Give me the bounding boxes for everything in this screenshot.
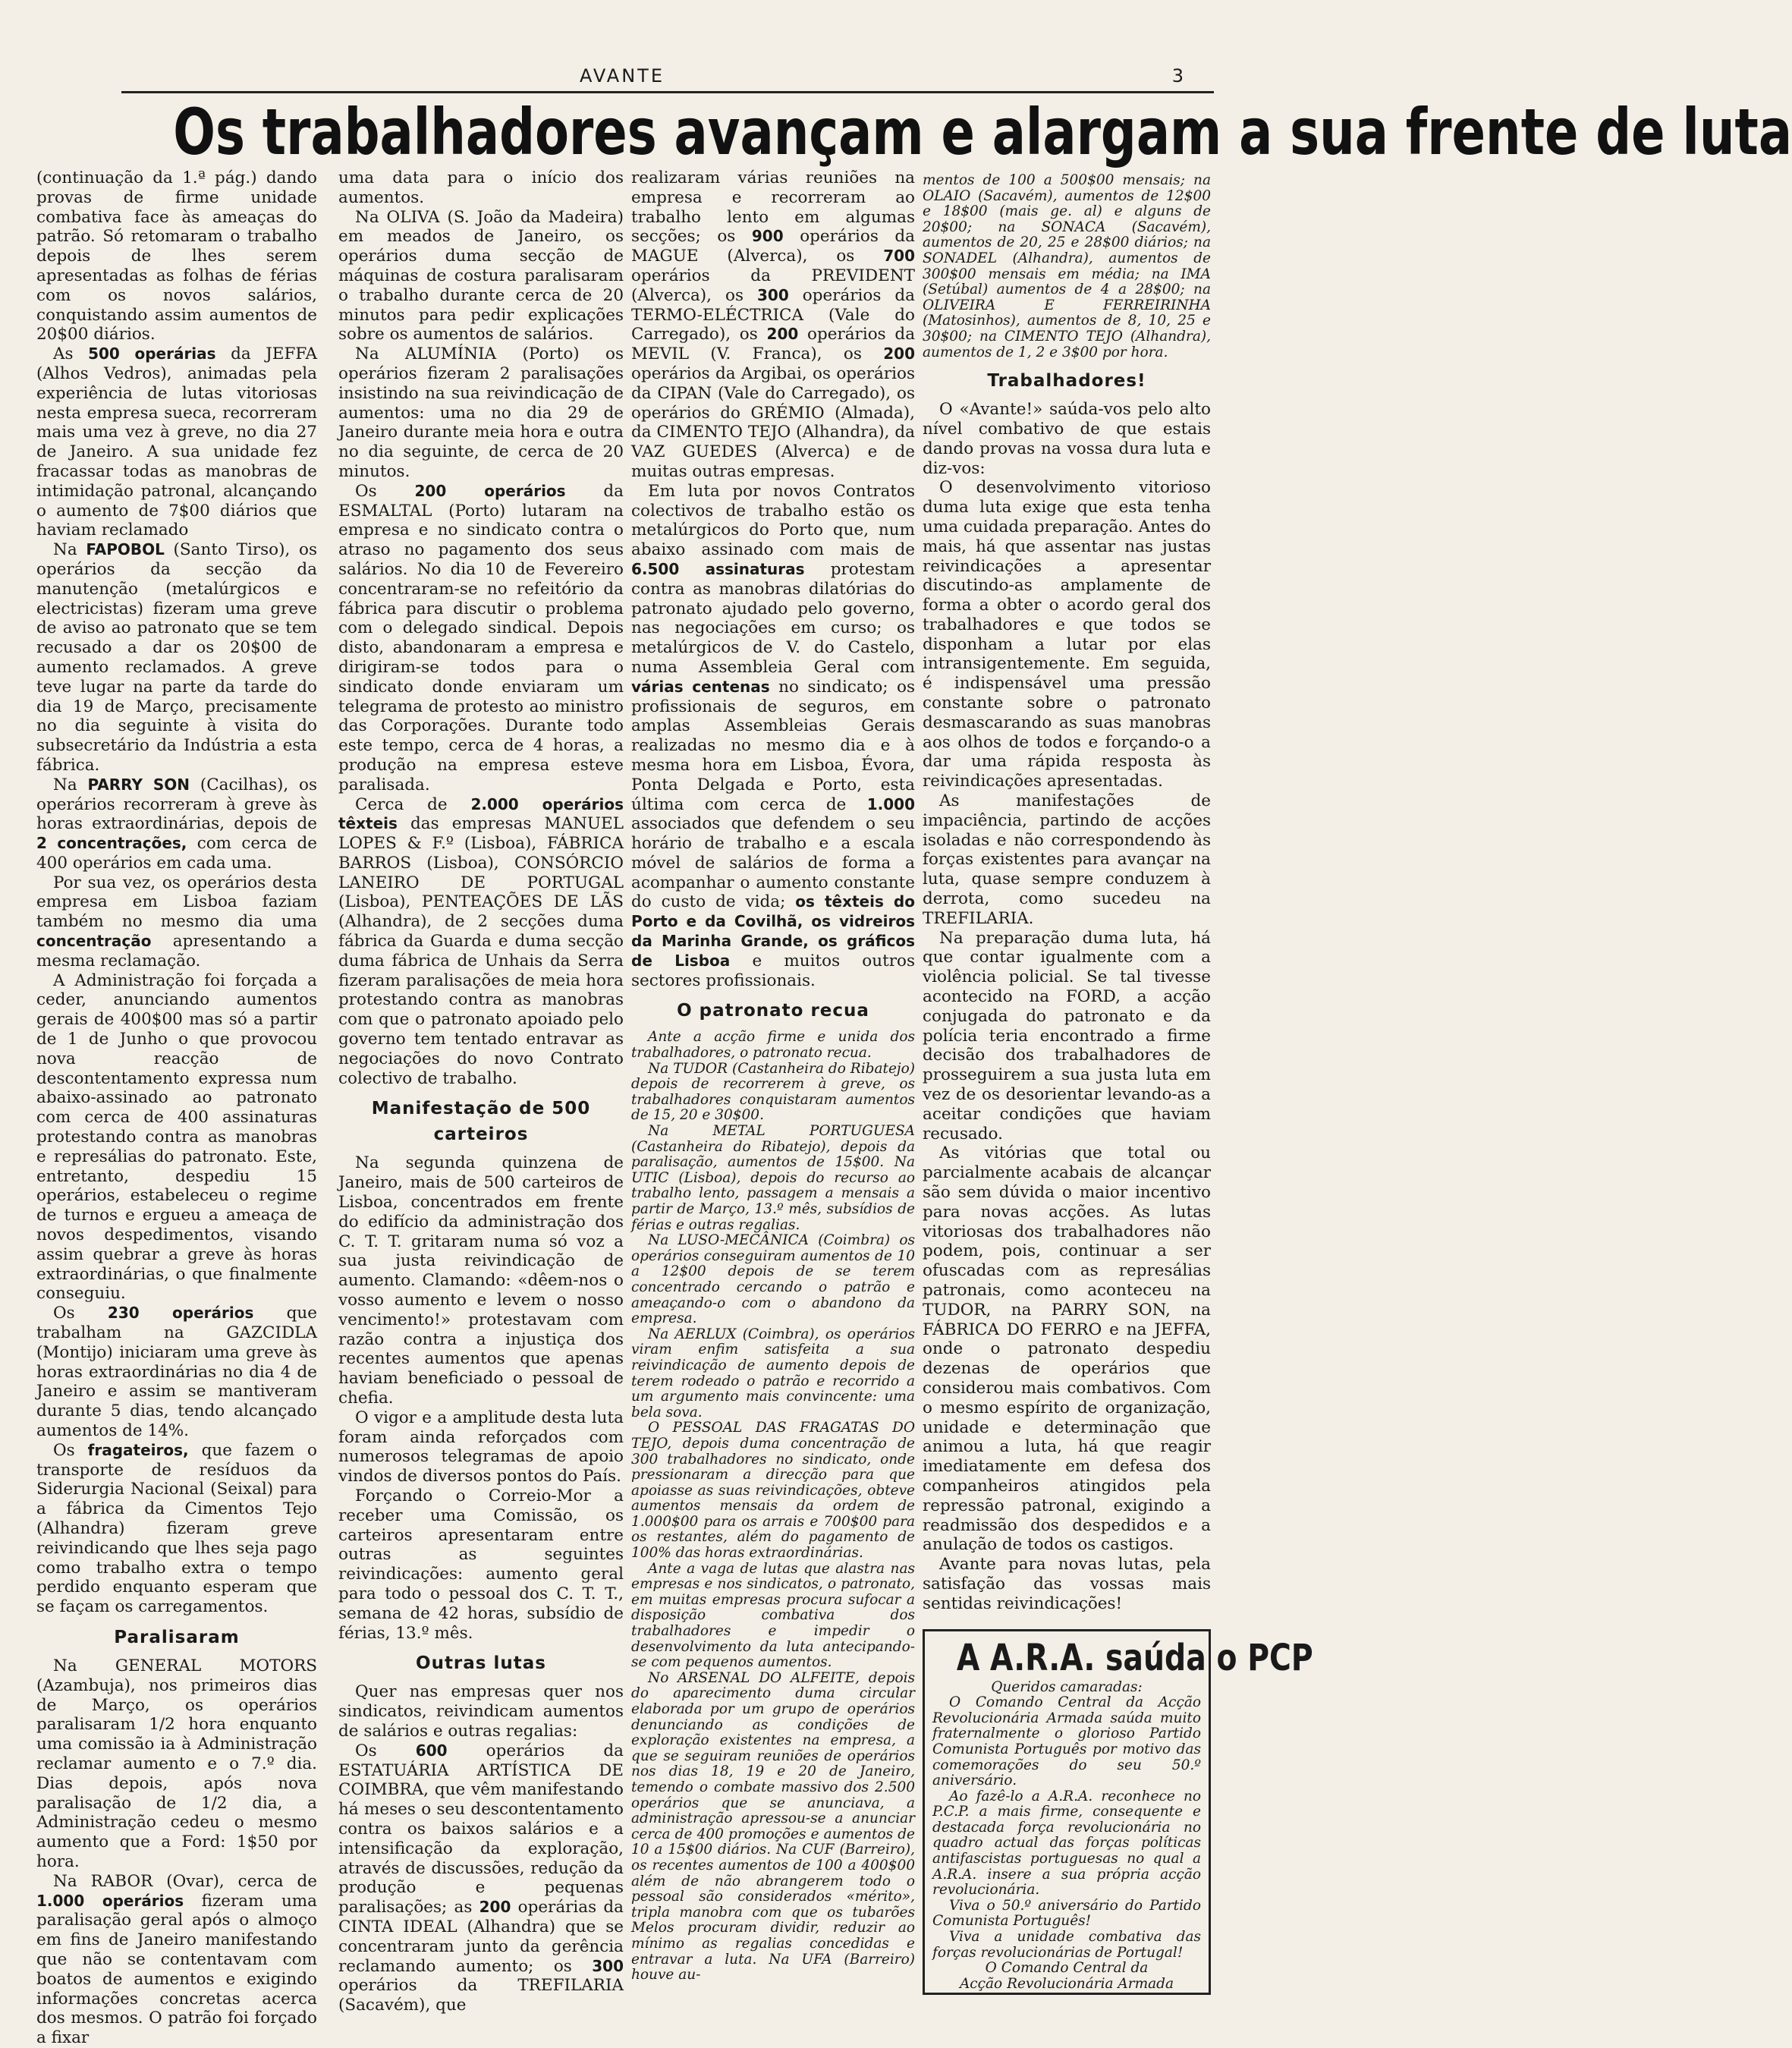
- paragraph: Por sua vez, os operários desta empresa em Lisboa faziam também no mesmo dia uma concentração apresentando a mesma reclamação.: [36, 873, 317, 971]
- box-signature: O Comando Central da: [985, 1960, 1149, 1977]
- page-header: [30, 65, 1214, 96]
- paragraph: Ao fazê-lo a A.R.A. reconhece no P.C.P. a mais firme, consequente e destacada força revolucionária no quadro actual das forças políticas antifascistas portuguesas no qual a A.R.A. insere a sua própria acção revolucionária.: [932, 1788, 1201, 1899]
- paragraph: Na GENERAL MOTORS (Azambuja), nos primeiros dias de Março, os operários paralisaram 1/2 hora enquanto uma comissão ia à Administração reclamar aumento e o 7.º dia. Dias depois, após nova paralisação de 1/2 dia, a Administração cedeu o mesmo aumento que a Ford: 1$50 por hora.: [36, 1656, 317, 1871]
- header-rule: [121, 91, 1214, 93]
- article-column-1: [36, 168, 318, 2048]
- paragraph: O Comando Central da Acção Revolucionária Armada saúda muito fraternalmente o glorioso Partido Comunista Português por motivo das comemorações do seu 50.º aniversário.: [932, 1694, 1201, 1789]
- paragraph: Na ALUMÍNIA (Porto) os operários fizeram 2 paralisações insistindo na sua reivindicação de aumentos: uma no dia 29 de Janeiro durante meia hora e outra no dia seguinte, de cerca de 20 minutos.: [338, 344, 624, 481]
- paragraph: Na FAPOBOL (Santo Tirso), os operários da secção da manutenção (metalúrgicos e electricistas) fizeram uma greve de aviso ao patronato que se tem recusado a dar os 20$00 de aumento reclamados. A greve teve lugar na parte da tarde do dia 19 de Março, precisamente no dia seguinte à visita do subsecretário da Indústria a esta fábrica.: [36, 540, 317, 775]
- paragraph: Na OLIVA (S. João da Madeira) em meados de Janeiro, os operários duma secção de máquinas de costura paralisaram o trabalho durante cerca de 20 minutos para pedir explicações sobre os aumentos de salários.: [338, 207, 624, 344]
- paragraph: As vitórias que total ou parcialmente acabais de alcançar são sem dúvida o maior incentivo para novas acções. As lutas vitoriosas dos trabalhadores não podem, pois, continuar a ser ofuscadas com as represálias patronais, como aconteceu na TUDOR, na PARRY SON, na FÁBRICA DO FERRO e na JEFFA, onde o patronato despediu dezenas de operários que considerou mais combativos. Com o mesmo espírito de organização, unidade e determinação que animou a luta, há que reagir imediatamente em defesa dos companheiros atingidos pela repressão patronal, exigindo a readmissão dos despedidos e a anulação de todos os castigos.: [923, 1144, 1211, 1555]
- paragraph: As manifestações de impaciência, partindo de acções isoladas e não correspondendo às forças existentes para avançar na luta, quase sempre conduzem à derrota, como sucedeu na TREFILARIA.: [923, 791, 1211, 928]
- paragraph: realizaram várias reuniões na empresa e recorreram ao trabalho lento em algumas secções; os 900 operários da MAGUE (Alverca), os 700 operários da PREVIDENT (Alverca), os 300 operários da TERMO-ELÉCTRICA (Vale do Carregado), os 200 operários da MEVIL (V. Franca), os 200 operários da Argibai, os operários da CIPAN (Vale do Carregado), os operários do GRÉMIO (Almada), da CIMENTO TEJO (Alhandra), da VAZ GUEDES (Alverca) e de muitas outras empresas.: [631, 168, 916, 481]
- page-number: 3: [1171, 65, 1184, 87]
- paragraph: Avante para novas lutas, pela satisfação das vossas mais sentidas reivindicações!: [923, 1555, 1211, 1613]
- subheading: Outras lutas: [416, 1653, 546, 1674]
- box-greeting: Queridos camaradas:: [991, 1678, 1143, 1695]
- paragraph: Na segunda quinzena de Janeiro, mais de 500 carteiros de Lisboa, concentrados em frente do edifício da administração dos C. T. T. gritaram numa só voz a sua justa reivindicação de aumento. Clamando: «dêem-nos o vosso aumento e levem o nosso vencimento!» protestavam com razão contra a injustiça dos recentes aumentos que apenas haviam beneficiado o pessoal de chefia.: [338, 1153, 624, 1408]
- paragraph: O PESSOAL DAS FRAGATAS DO TEJO, depois duma concentração de 300 trabalhadores no sindicato, onde pressionaram a direcção para que apoiasse as suas reivindicações, obteve aumentos mensais da ordem de 1.000$00 para os arrais e 700$00 para os restantes, além do pagamento de 100% das horas extraordinárias.: [631, 1420, 915, 1562]
- paragraph: As 500 operárias da JEFFA (Alhos Vedros), animadas pela experiência de lutas vitoriosas nesta empresa sueca, recorreram mais uma vez à greve, no dia 27 de Janeiro. A sua unidade fez fracassar todas as manobras de intimidação patronal, alcançando o aumento de 7$00 diários que haviam reclamado: [36, 344, 317, 540]
- paragraph: Viva o 50.º aniversário do Partido Comunista Português!: [932, 1897, 1201, 1930]
- paragraph: A Administração foi forçada a ceder, anunciando aumentos gerais de 400$00 mas só a partir de 1 de Junho o que provocou nova reacção de descontentamento expressa num abaixo-assinado ao patronato com cerca de 400 assinaturas protestando contra as manobras e represálias do patronato. Este, entretanto, despediu 15 operários, estabeleceu o regime de turnos e ergueu a ameaça de novos despedimentos, visando assim quebrar a greve às horas extraordinárias, o que finalmente conseguiu.: [36, 971, 317, 1304]
- italic-section: [631, 1030, 915, 1983]
- paragraph: Na preparação duma luta, há que contar igualmente com a violência policial. Se tal tivesse acontecido na FORD, a acção conjugada do patronato e da polícia teria encontrado a firme decisão dos trabalhadores de prosseguirem a sua justa luta em vez de os desorientar levando-as a aceitar condições que haviam recusado.: [923, 928, 1211, 1144]
- paragraph: Na METAL PORTUGUESA (Castanheira do Ribatejo), depois da paralisação, aumentos de 15$00. Na UTIC (Lisboa), depois do recurso ao trabalho lento, passagem a mensais a partir de Março, 13.º mês, subsídios de férias e outras regalias.: [631, 1123, 915, 1233]
- paragraph: Os fragateiros, que fazem o transporte de resíduos da Siderurgia Nacional (Seixal) para a fábrica da Cimentos Tejo (Alhandra) fizeram greve reivindicando que lhes seja pago como trabalho extra o tempo perdido enquanto esperam que se façam os carregamentos.: [36, 1440, 317, 1617]
- box-title: A A.R.A. saúda o PCP: [956, 1636, 1313, 1679]
- paragraph: Na RABOR (Ovar), cerca de 1.000 operários fizeram uma paralisação geral após o almoço em fins de Janeiro manifestando que não se contentavam com boatos de aumentos e exigindo informações concretas acerca dos mesmos. O patrão foi forçado a fixar: [36, 1871, 318, 2048]
- article-column-2: [338, 168, 624, 2015]
- main-headline: Os trabalhadores avançam e alargam a sua frente de luta: [173, 95, 1792, 169]
- paragraph: O desenvolvimento vitorioso duma luta exige que esta tenha uma cuidada preparação. Antes do mais, há que assentar nas justas reivindicações a apresentar discutindo-as amplamente de forma a obter o acordo geral dos trabalhadores e que todos se disponham a lutar por elas intransigentemente. Em seguida, é indispensável uma pressão constante sobre o patronato desmascarando as suas manobras aos olhos de todos e forçando-o a dar uma rápida resposta às reivindicações apresentadas.: [923, 478, 1211, 791]
- paragraph: Na AERLUX (Coimbra), os operários viram enfim satisfeita a sua reivindicação de aumento depois de terem rodeado o patrão e recorrido a um argumento mais convincente: uma bela sova.: [631, 1326, 915, 1420]
- paragraph: O vigor e a amplitude desta luta foram ainda reforçados com numerosos telegramas de apoio vindos de diversos pontos do País.: [338, 1408, 624, 1486]
- paragraph: Cerca de 2.000 operários têxteis das empresas MANUEL LOPES & F.º (Lisboa), FÁBRICA BARROS (Lisboa), CONSÓRCIO LANEIRO DE PORTUGAL (Lisboa), PENTEAÇÕES DE LÃS (Alhandra), de 2 secções duma fábrica da Guarda e duma secção duma fábrica de Unhais da Serra fizeram paralisações de meia hora protestando contra as manobras com que o patronato apoiado pelo governo tem tentado entravar as negociações do novo Contrato colectivo de trabalho.: [338, 794, 624, 1088]
- paragraph: Os 200 operários da ESMALTAL (Porto) lutaram na empresa e no sindicato contra o atraso no pagamento dos seus salários. No dia 10 de Fevereiro concentraram-se no refeitório da fábrica para discutir o problema com o delegado sindical. Depois disto, abandonaram a empresa e dirigiram-se todos para o sindicato donde enviaram um telegrama de protesto ao ministro das Corporações. Durante todo este tempo, cerca de 4 horas, a produção na empresa esteve paralisada.: [338, 481, 624, 794]
- paragraph: Quer nas empresas quer nos sindicatos, reivindicam aumentos de salários e outras regalias:: [338, 1682, 624, 1741]
- paragraph: Forçando o Correio-Mor a receber uma Comissão, os carteiros apresentaram entre outras as seguintes reivindicações: aumento geral para todo o pessoal dos C. T. T., semana de 42 horas, subsídio de férias, 13.º mês.: [338, 1486, 624, 1643]
- newspaper-name: AVANTE: [580, 65, 665, 87]
- paragraph: Viva a unidade combativa das forças revolucionárias de Portugal!: [932, 1929, 1201, 1961]
- paragraph: (continuação da 1.ª pág.) dando provas de firme unidade combativa face às ameaças do patrão. Só retomaram o trabalho depois de lhes serem apresentadas as folhas de férias com os novos salários, conquistando assim aumentos de 20$00 diários.: [36, 168, 317, 344]
- paragraph: mentos de 100 a 500$00 mensais; na OLAIO (Sacavém), aumentos de 12$00 e 18$00 (mais ge. al) e alguns de 20$00; na SONACA (Sacavém), aumentos de 20, 25 e 28$00 diários; na SONADEL (Alhandra), aumentos de 300$00 mensais em média; na IMA (Setúbal) aumentos de 4 a 28$00; na OLIVEIRA E FERREIRINHA (Matosinhos), aumentos de 8, 10, 25 e 30$00; na CIMENTO TEJO (Alhandra), aumentos de 1, 2 e 3$00 por hora.: [923, 172, 1211, 360]
- subheading: Paralisaram: [114, 1627, 240, 1647]
- article-column-3: [631, 168, 916, 1984]
- box-signature: Acção Revolucionária Armada: [959, 1975, 1174, 1992]
- paragraph: Na PARRY SON (Cacilhas), os operários recorreram à greve às horas extraordinárias, depois de 2 concentrações, com cerca de 400 operários em cada uma.: [36, 775, 317, 873]
- ara-greeting-box: [923, 1629, 1313, 1995]
- article-column-4: [923, 172, 1313, 1992]
- paragraph: Os 600 operários da ESTATUÁRIA ARTÍSTICA DE COIMBRA, que vêm manifestando há meses o seu descontentamento contra os baixos salários e a intensificação da exploração, através de discussões, redução da produção e pequenas paralisações; as 200 operárias da CINTA IDEAL (Alhandra) que se concentraram junto da gerência reclamando aumento; os 300 operários da TREFILARIA (Sacavém), que: [338, 1741, 624, 2015]
- italic-section: [923, 173, 1211, 360]
- subheading: O patronato recua: [677, 1001, 869, 1021]
- paragraph: Ante a vaga de lutas que alastra nas empresas e nos sindicatos, o patronato, em muitas empresas procura sufocar a disposição combativa dos trabalhadores e impedir o desenvolvimento da luta antecipando-se com pequenos aumentos.: [631, 1560, 915, 1671]
- paragraph: Na TUDOR (Castanheira do Ribatejo) depois de recorrerem à greve, os trabalhadores conquistaram aumentos de 15, 20 e 30$00.: [631, 1060, 915, 1124]
- paragraph: uma data para o início dos aumentos.: [338, 168, 624, 207]
- paragraph: Ante a acção firme e unida dos trabalhadores, o patronato recua.: [631, 1029, 915, 1062]
- subheading: Trabalhadores!: [987, 371, 1146, 392]
- paragraph: Em luta por novos Contratos colectivos de trabalho estão os metalúrgicos do Porto que, num abaixo assinado com mais de 6.500 assinaturas protestam contra as manobras dilatórias do patronato ajudado pelo governo, nas negociações em curso; os metalúrgicos de V. do Castelo, numa Assembleia Geral com várias centenas no sindicato; os profissionais de seguros, em amplas Assembleias Gerais realizadas no mesmo dia e à mesma hora em Lisboa, Évora, Ponta Delgada e Porto, esta última com cerca de 1.000 associados que defendem o seu horário de trabalho e a escala móvel de salários de forma a acompanhar o aumento constante do custo de vida; os têxteis do Porto e da Covilhã, os vidreiros da Marinha Grande, os gráficos de Lisboa e muitos outros sectores profissionais.: [631, 481, 915, 990]
- paragraph: No ARSENAL DO ALFEITE, depois do aparecimento duma circular elaborada por um grupo de operários denunciando as condições de exploração existentes na empresa, a que se seguiram reuniões de operários nos dias 18, 19 e 20 de Janeiro, temendo o combate massivo dos 2.500 operários que se anunciava, a administração apressou-se a anunciar cerca de 400 promoções e aumentos de 10 a 15$00 diários. Na CUF (Barreiro), os recentes aumentos de 100 a 400$00 além de não abrangerem todo o pessoal são considerados «mérito», tripla manobra com que os tubarões Melos procuram dividir, reduzir ao mínimo as regalias concedidas e entravar a luta. Na UFA (Barreiro) houve au-: [631, 1669, 915, 1984]
- paragraph: Na LUSO-MECÂNICA (Coimbra) os operários conseguiram aumentos de 10 a 12$00 depois de se terem concentrado cercando o patrão e ameaçando-o com o abandono da empresa.: [631, 1232, 915, 1327]
- subheading: Manifestação de 500 carteiros: [371, 1099, 591, 1145]
- paragraph: O «Avante!» saúda-vos pelo alto nível combativo de que estais dando provas na vossa dura luta e diz-vos:: [923, 400, 1211, 478]
- paragraph: Os 230 operários que trabalham na GAZCIDLA (Montijo) iniciaram uma greve às horas extraordinárias no dia 4 de Janeiro e assim se mantiveram durante 5 dias, tendo alcançado aumentos de 14%.: [36, 1304, 317, 1440]
